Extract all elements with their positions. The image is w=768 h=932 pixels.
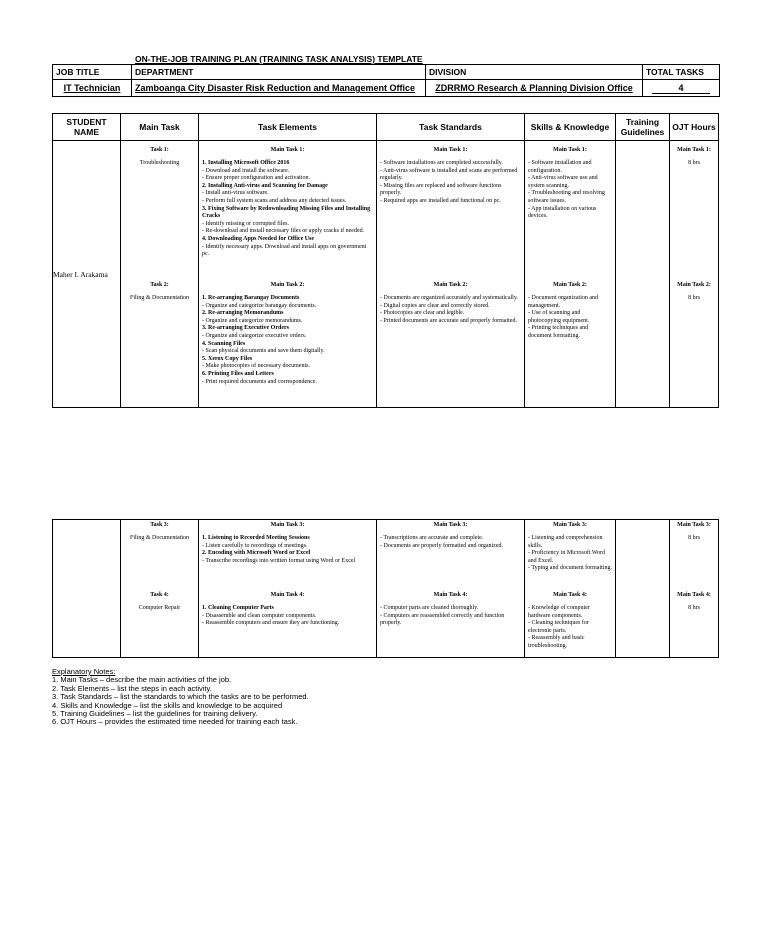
task-2-hours-label: Main Task 2: — [677, 282, 711, 288]
student-name-cell — [53, 141, 121, 408]
main-task-cell — [121, 141, 199, 408]
task-standards-cell — [377, 520, 525, 658]
element-title: 1. Re-arranging Barangay Documents — [202, 295, 300, 301]
task-2-elements — [199, 295, 376, 386]
student-name: Maher I. Arakama — [53, 269, 108, 279]
note-item: 2. Task Elements – list the steps in each activity. — [52, 683, 212, 693]
task-elements-cell — [199, 141, 377, 408]
task-2-label: Task 2: — [150, 282, 169, 288]
element-item: - Ensure proper configuration and activation. — [202, 175, 310, 182]
task-3-elements — [199, 535, 376, 565]
element-title: 4. Downloading Apps Needed for Office Use — [202, 235, 315, 242]
task-4-hours: 8 hrs — [688, 605, 700, 611]
task-3-skills-label: Main Task 3: — [553, 522, 587, 528]
element-title: 6. Printing Files and Letters — [202, 370, 274, 377]
task-4-standards-label: Main Task 4: — [433, 592, 468, 598]
skill-item: - Reassembly and basic troubleshooting. — [528, 635, 585, 649]
task-3-skills — [525, 535, 615, 573]
task-3-standards — [377, 535, 524, 550]
task-2-standards-label: Main Task 2: — [433, 282, 468, 288]
task-3-hours: 8 hrs — [688, 535, 700, 541]
explanatory-notes — [52, 668, 309, 727]
task-1-standards — [377, 160, 524, 206]
element-title: 2. Re-arranging Memorandums — [202, 310, 284, 317]
note-item: 1. Main Tasks – describe the main activities of the job. — [52, 675, 232, 685]
standard-item: - Computers are reassembled correctly and function properly. — [380, 612, 505, 627]
task-standards-cell — [377, 141, 525, 408]
task-1-skills-label: Main Task 1: — [553, 147, 587, 153]
student-name-cell-empty — [53, 520, 121, 658]
department-value: Zamboanga City Disaster Risk Reduction and Management Office — [135, 83, 416, 93]
task-2-main-label: Main Task 2: — [270, 282, 305, 288]
skill-item: - Use of scanning and photocopying equipment. — [528, 310, 590, 324]
standard-item: - Digital copies are clear and correctly stored. — [380, 302, 490, 309]
element-item: - Organize and categorize executive orders. — [202, 332, 307, 339]
standard-item: - Computer parts are cleaned thoroughly. — [380, 605, 479, 611]
element-item: - Install anti-virus software. — [202, 190, 269, 197]
skill-item: - Proficiency in Microsoft Word and Excel. — [528, 550, 606, 564]
element-title: 3. Fixing Software by Redownloading Missing Files and Installing Cracks — [202, 205, 371, 220]
total-tasks-value: 4 — [652, 83, 710, 94]
skill-item: - Typing and document formatting. — [528, 565, 612, 572]
task-4-skills-label: Main Task 4: — [553, 592, 587, 598]
element-title: 2. Installing Anti-virus and Scanning for Damage — [202, 182, 328, 189]
task-3-hours-label: Main Task 3: — [677, 522, 711, 528]
column-header-ojt-hours: OJT Hours — [670, 114, 719, 141]
training-plan-table — [52, 113, 719, 408]
task-4-standards — [377, 605, 524, 628]
element-item: - Make photocopies of necessary documents. — [202, 363, 310, 370]
task-2-standards — [377, 295, 524, 325]
total-tasks-label: TOTAL TASKS — [643, 65, 720, 80]
skill-item: - Cleaning techniques for electronic parts. — [528, 620, 589, 634]
skill-item: - Anti-virus software use and system scanning. — [528, 175, 598, 189]
element-item: - Re-download and install necessary files or apply cracks if needed. — [202, 228, 365, 235]
ojt-hours-cell — [670, 520, 719, 658]
element-item: - Print required documents and correspondence. — [202, 378, 317, 385]
task-1-label: Task 1: — [150, 147, 169, 153]
note-item: 5. Training Guidelines – list the guidelines for training delivery. — [52, 709, 258, 719]
training-plan-table-continued — [52, 519, 719, 658]
main-task-cell — [121, 520, 199, 658]
job-title-value: IT Technician — [63, 83, 121, 93]
task-4-skills — [525, 605, 615, 651]
element-item: - Organize and categorize memorandums. — [202, 317, 303, 324]
element-item: - Organize and categorize barangay documents. — [202, 302, 317, 309]
element-title: 5. Xerox Copy Files — [202, 355, 253, 362]
element-title: 3. Re-arranging Executive Orders — [202, 325, 289, 332]
division-label: DIVISION — [426, 65, 643, 80]
task-1-name: Troubleshooting — [139, 160, 180, 166]
department-label: DEPARTMENT — [132, 65, 426, 80]
task-4-main-label: Main Task 4: — [270, 592, 305, 598]
element-item: - Download and install the software. — [202, 167, 290, 174]
standard-item: - Required apps are installed and functional on pc. — [380, 197, 501, 204]
ojt-hours-cell — [670, 141, 719, 408]
element-item: - Transcribe recordings into written format using Word or Excel — [202, 557, 356, 564]
standard-item: - Software installations are completed successfully. — [380, 160, 503, 166]
training-guidelines-cell — [616, 520, 670, 658]
task-4-elements — [199, 605, 376, 628]
element-item: - Scan physical documents and save them digitally. — [202, 348, 325, 355]
task-1-skills — [525, 160, 615, 221]
column-header-training-guidelines: Training Guidelines — [616, 114, 670, 141]
element-item: - Listen carefully to recordings of meetings. — [202, 542, 308, 549]
task-3-label: Task 3: — [150, 522, 169, 528]
column-header-main-task: Main Task — [121, 114, 199, 141]
skill-item: - Printing techniques and document formatting. — [528, 325, 589, 339]
task-2-hours: 8 hrs — [688, 295, 700, 301]
element-title: 1. Cleaning Computer Parts — [202, 605, 274, 611]
task-1-elements — [199, 160, 376, 259]
note-item: 6. OJT Hours – provides the estimated time needed for training each task. — [52, 717, 298, 727]
job-title-label: JOB TITLE — [53, 65, 132, 80]
task-1-hours-label: Main Task 1: — [677, 147, 711, 153]
task-2-skills — [525, 295, 615, 341]
task-3-name: Filing & Documentation — [130, 535, 189, 541]
training-guidelines-cell — [616, 141, 670, 408]
skill-item: - Troubleshooting and resolving software issues. — [528, 190, 605, 204]
standard-item: - Printed documents are accurate and properly formatted. — [380, 317, 517, 324]
column-header-task-elements: Task Elements — [199, 114, 377, 141]
column-header-skills-knowledge: Skills & Knowledge — [525, 114, 616, 141]
task-1-hours: 8 hrs — [688, 160, 700, 166]
skill-item: - App installation on various devices. — [528, 205, 597, 220]
task-4-hours-label: Main Task 4: — [677, 592, 711, 598]
element-item: - Disassemble and clean computer components. — [202, 612, 317, 619]
standard-item: - Transcriptions are accurate and complete. — [380, 535, 484, 541]
element-item: - Identify necessary apps. Download and install apps on government pc. — [202, 243, 367, 258]
task-1-standards-label: Main Task 1: — [433, 147, 468, 153]
document-title: ON-THE-JOB TRAINING PLAN (TRAINING TASK ANALYSIS) TEMPLATE — [135, 54, 423, 64]
element-item: - Identify missing or corrupted files. — [202, 220, 289, 227]
standard-item: - Missing files are replaced and software functions properly. — [380, 182, 502, 197]
task-3-main-label: Main Task 3: — [270, 522, 305, 528]
note-item: 3. Task Standards – list the standards to which the tasks are to be performed. — [52, 692, 309, 702]
skill-item: - Knowledge of computer hardware components. — [528, 605, 590, 619]
element-title: 1. Installing Microsoft Office 2016 — [202, 160, 290, 166]
skill-item: - Software installation and configuration. — [528, 160, 592, 174]
skills-knowledge-cell — [525, 141, 616, 408]
element-title: 1. Listening to Recorded Meeting Sessions — [202, 535, 310, 541]
standard-item: - Photocopies are clear and legible. — [380, 310, 465, 317]
task-elements-cell — [199, 520, 377, 658]
task-4-label: Task 4: — [150, 592, 169, 598]
note-item: 4. Skills and Knowledge – list the skills and knowledge to be acquired — [52, 700, 283, 710]
task-2-name: Filing & Documentation — [130, 295, 189, 301]
standard-item: - Documents are organized accurately and systematically. — [380, 295, 518, 301]
task-3-standards-label: Main Task 3: — [433, 522, 468, 528]
standard-item: - Anti-virus software is installed and scans are performed regularly. — [380, 167, 518, 182]
task-1-main-label: Main Task 1: — [270, 147, 305, 153]
division-value: ZDRRMO Research & Planning Division Office — [435, 83, 633, 93]
standard-item: - Documents are properly formatted and organized. — [380, 542, 504, 549]
task-4-name: Computer Repair — [138, 605, 181, 611]
column-header-task-standards: Task Standards — [377, 114, 525, 141]
header-table — [52, 64, 720, 97]
task-2-skills-label: Main Task 2: — [553, 282, 587, 288]
element-item: - Reassemble computers and ensure they are functioning. — [202, 620, 340, 627]
skill-item: - Listening and comprehension skills. — [528, 535, 603, 549]
element-title: 4. Scanning Files — [202, 340, 246, 347]
skills-knowledge-cell — [525, 520, 616, 658]
column-header-student-name: STUDENT NAME — [53, 114, 121, 141]
notes-heading: Explanatory Notes: — [52, 667, 116, 676]
skill-item: - Document organization and management. — [528, 295, 599, 309]
element-item: - Perform full system scans and address any detected issues. — [202, 197, 347, 204]
element-title: 2. Encoding with Microsoft Word or Excel — [202, 550, 311, 557]
